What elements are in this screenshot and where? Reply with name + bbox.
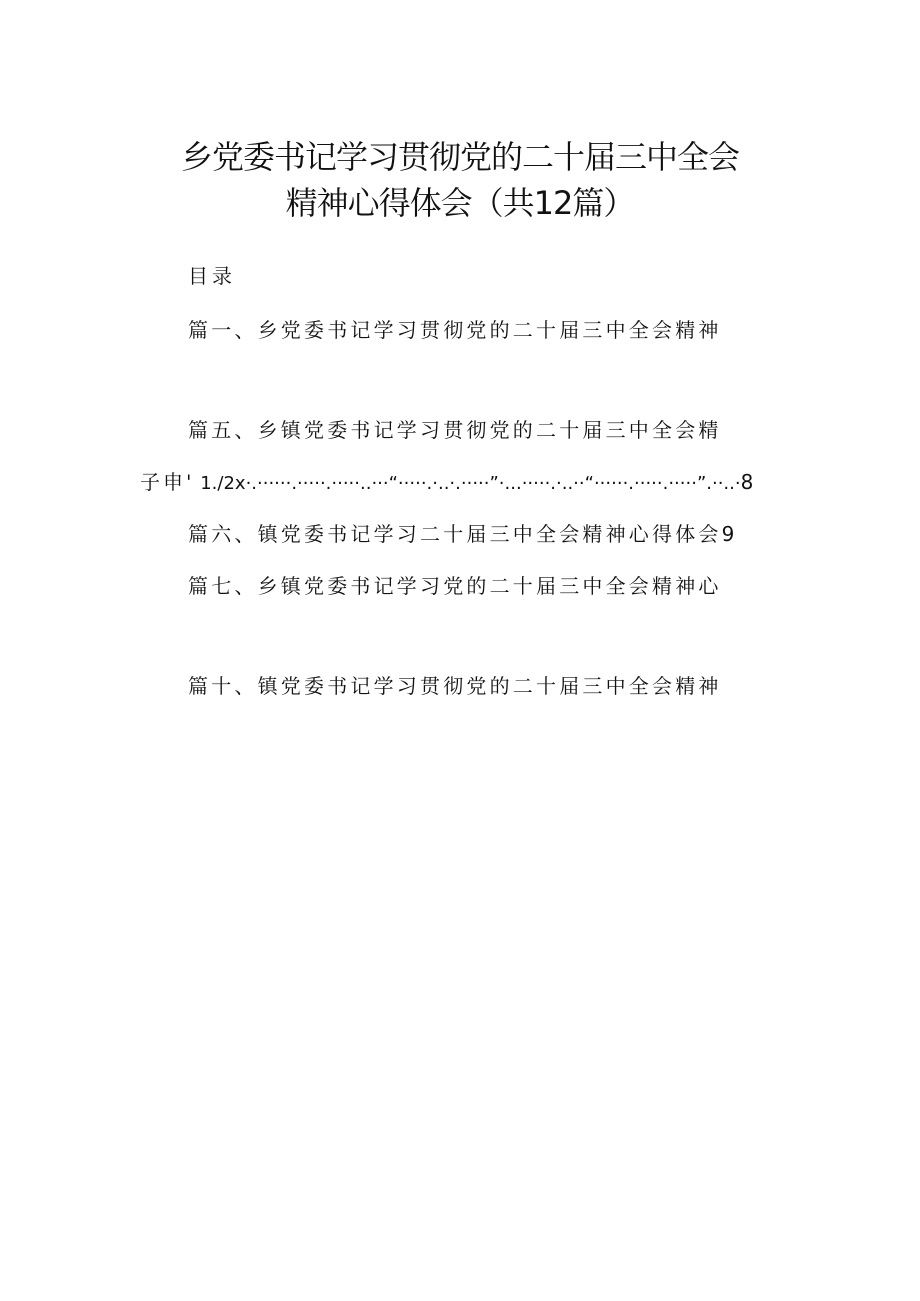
toc-entry-1[interactable]: [188, 314, 722, 343]
toc-heading: 目录: [188, 264, 236, 288]
toc-entry-text: 篇七、乡镇党委书记学习党的二十届三中全会精神心: [188, 574, 722, 598]
toc-entry-6[interactable]: [188, 518, 734, 547]
toc-leader-dots: 1./2x·.······.·····.·····..···“·····.·..·.·····”·...·····.·..··“······.·····.·····”.··..·: [194, 473, 741, 494]
toc-entry-text: 篇十、镇党委书记学习贯彻党的二十届三中全会精神: [188, 674, 722, 698]
toc-page-number: 8: [740, 470, 754, 494]
toc-entry-10[interactable]: [188, 670, 722, 699]
document-title-line-1: 乡党委书记学习贯彻党的二十届三中全会: [180, 138, 739, 176]
toc-entry-text: 篇六、镇党委书记学习二十届三中全会精神心得体会: [188, 522, 722, 546]
toc-entry-7[interactable]: [188, 570, 722, 599]
toc-entry-5[interactable]: [188, 414, 722, 443]
toc-entry-5-continuation[interactable]: [140, 466, 753, 495]
document-title-line-2: 精神心得体会（共12篇）: [285, 184, 635, 222]
toc-entry-text: 篇五、乡镇党委书记学习贯彻党的二十届三中全会精: [188, 418, 722, 442]
toc-entry-prefix: 子申': [140, 470, 195, 494]
toc-page-number: 9: [721, 522, 735, 546]
toc-entry-text: 篇一、乡党委书记学习贯彻党的二十届三中全会精神: [188, 318, 722, 342]
